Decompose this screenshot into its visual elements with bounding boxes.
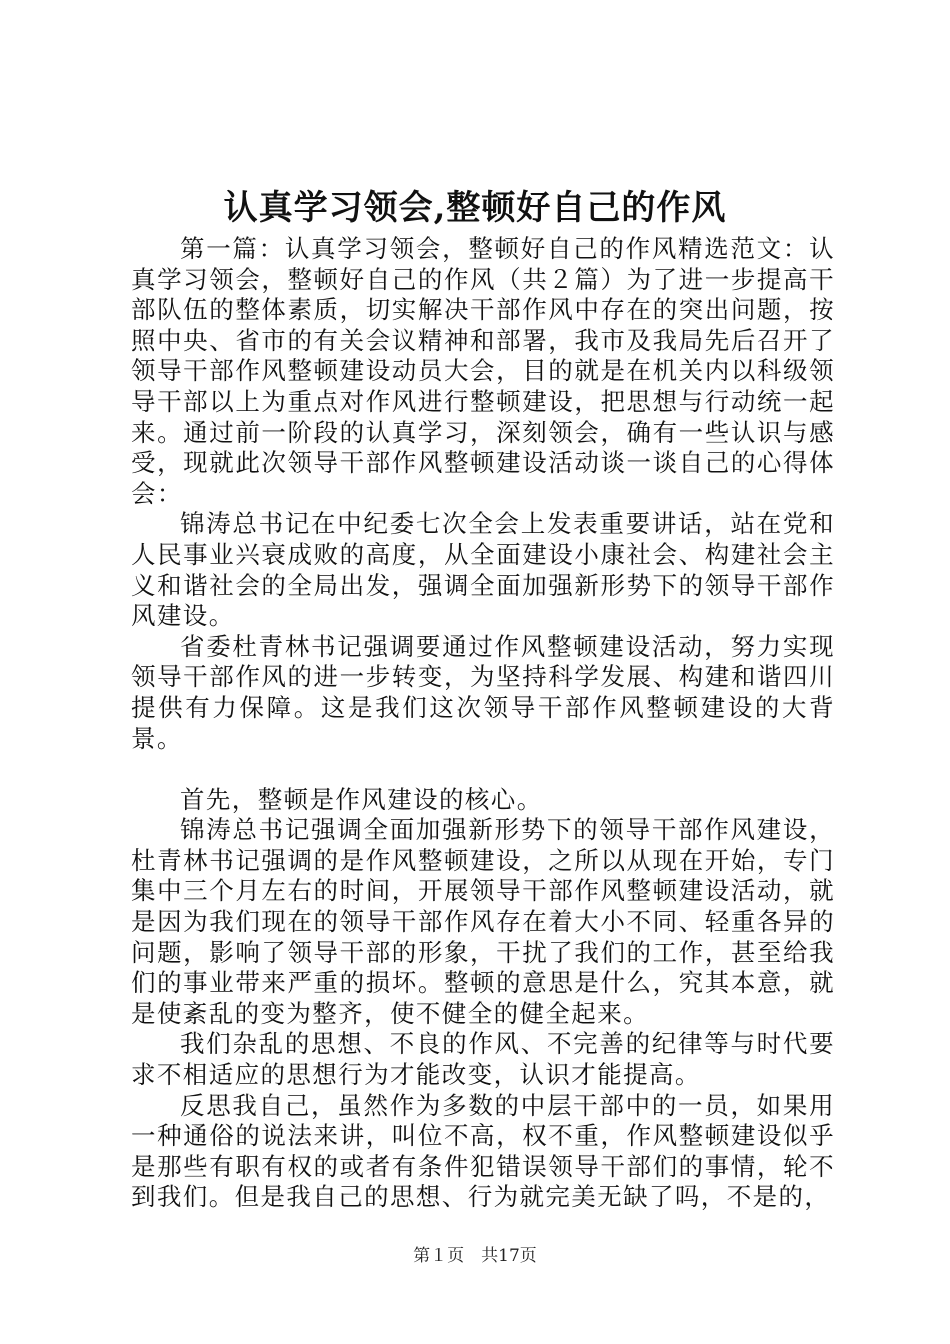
document-body [131,234,835,1213]
document-title: 认真学习领会,整顿好自己的作风 [223,188,727,228]
paragraph-speech: 锦涛总书记在中纪委七次全会上发表重要讲话，站在党和人民事业兴衰成败的高度，从全面建设小康社会、构建社会主义和谐社会的全局出发，强调全面加强新形势下的领导干部作风建设。 [131,509,835,631]
paragraph-provincial: 省委杜青林书记强调要通过作风整顿建设活动，努力实现领导干部作风的进一步转变，为坚持科学发展、构建和谐四川提供有力保障。这是我们这次领导干部作风整顿建设的大背景。 [131,631,835,753]
paragraph-change: 我们杂乱的思想、不良的作风、不完善的纪律等与时代要求不相适应的思想行为才能改变，认识才能提高。 [131,1029,835,1090]
paragraph-reflection: 反思我自己，虽然作为多数的中层干部中的一员，如果用一种通俗的说法来讲，叫位不高，权不重，作风整顿建设似乎是那些有职有权的或者有条件犯错误领导干部们的事情，轮不到我们。但是我自己的思想、行为就完美无缺了吗，不是的， [131,1090,835,1212]
paragraph-rectification: 锦涛总书记强调全面加强新形势下的领导干部作风建设，杜青林书记强调的是作风整顿建设，之所以从现在开始，专门集中三个月左右的时间，开展领导干部作风整顿建设活动，就是因为我们现在的领导干部作风存在着大小不同、轻重各异的问题，影响了领导干部的形象，干扰了我们的工作，甚至给我们的事业带来严重的损坏。整顿的意思是什么，究其本意，就是使紊乱的变为整齐，使不健全的健全起来。 [131,815,835,1028]
page-footer: 第１页 共17页 [413,1246,537,1266]
paragraph-intro: 第一篇：认真学习领会，整顿好自己的作风精选范文：认真学习领会，整顿好自己的作风（共２篇）为了进一步提高干部队伍的整体素质，切实解决干部作风中存在的突出问题，按照中央、省市的有关会议精神和部署，我市及我局先后召开了领导干部作风整顿建设动员大会，目的就是在机关内以科级领导干部以上为重点对作风进行整顿建设，把思想与行动统一起来。通过前一阶段的认真学习，深刻领会，确有一些认识与感受，现就此次领导干部作风整顿建设活动谈一谈自己的心得体会： [131,234,835,508]
paragraph-first-point: 首先，整顿是作风建设的核心。 [180,784,543,814]
